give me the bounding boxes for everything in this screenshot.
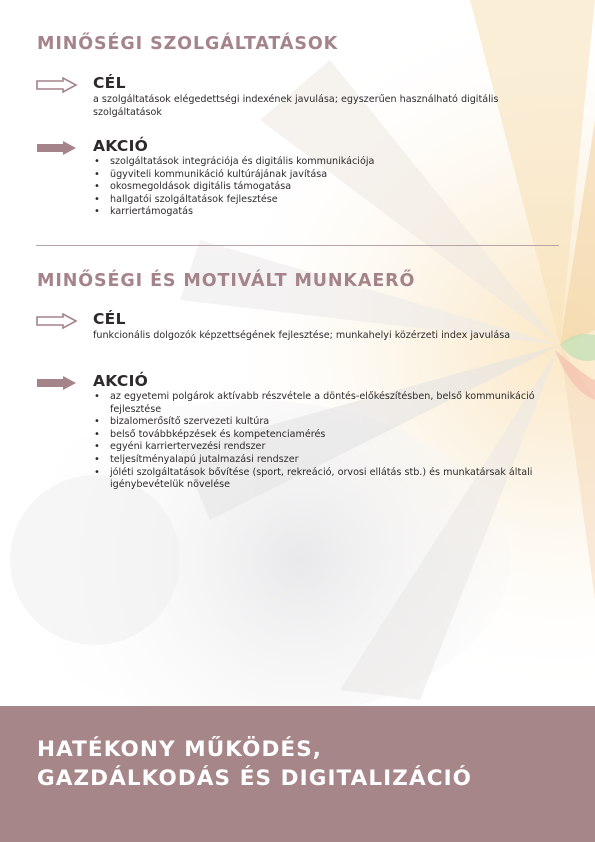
list-item: • teljesítményalapú jutalmazási rendszer (93, 454, 563, 467)
goal-heading: CÉL (93, 310, 126, 328)
list-item: • szolgáltatások integrációja és digitális kommunikációja (93, 156, 563, 169)
list-item: • az egyetemi polgárok aktívabb részvétele a döntés-előkészítésben, belső kommunikáció fejlesztése (93, 391, 563, 416)
footer-banner (0, 706, 595, 842)
list-item: • karriertámogatás (93, 206, 563, 219)
outline-arrow-icon (36, 77, 78, 93)
outline-arrow-icon (36, 313, 78, 329)
list-item: • jóléti szolgáltatások bővítése (sport, rekreáció, orvosi ellátás stb.) és munkatársak általi igénybevételük növelése (93, 467, 563, 492)
list-item: • okosmegoldások digitális támogatása (93, 181, 563, 194)
goal-heading: CÉL (93, 74, 126, 92)
list-item: • bizalomerősítő szervezeti kultúra (93, 416, 563, 429)
list-item: • ügyviteli kommunikáció kultúrájának javítása (93, 169, 563, 182)
filled-arrow-icon (36, 140, 78, 156)
list-item: • hallgatói szolgáltatások fejlesztése (93, 194, 563, 207)
goal-text: funkcionális dolgozók képzettségének fejlesztése; munkahelyi közérzeti index javulása (93, 330, 511, 341)
goal-text: a szolgáltatások elégedettségi indexének javulása; egyszerűen használható digitális szolgáltatások (93, 94, 499, 118)
section-title-quality-services: MINŐSÉGI SZOLGÁLTATÁSOK (37, 34, 339, 54)
footer-title-line-1: HATÉKONY MŰKÖDÉS, (37, 737, 323, 762)
section-title-quality-workforce: MINŐSÉGI ÉS MOTIVÁLT MUNKAERŐ (37, 271, 416, 291)
footer-title (37, 735, 472, 793)
action-list (93, 156, 563, 219)
list-item: • egyéni karriertervezési rendszer (93, 441, 563, 454)
list-item: • belső továbbképzések és kompetenciamérés (93, 429, 563, 442)
action-list (93, 391, 563, 492)
action-heading: AKCIÓ (93, 137, 149, 155)
filled-arrow-icon (36, 375, 78, 391)
action-heading: AKCIÓ (93, 372, 149, 390)
section-divider (36, 245, 559, 246)
footer-title-line-2: GAZDÁLKODÁS ÉS DIGITALIZÁCIÓ (37, 766, 473, 791)
